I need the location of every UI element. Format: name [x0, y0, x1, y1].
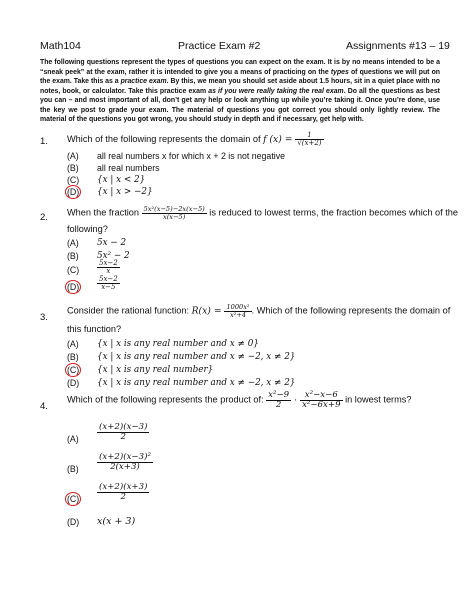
q1-frac-den: √(x+2)	[297, 139, 322, 147]
q2-option-d-frac	[97, 276, 120, 291]
q2-fraction	[142, 206, 207, 220]
intro-as-if: as if you were really taking the real exam	[208, 87, 344, 95]
q3-function-lhs: R(x) =	[191, 305, 225, 317]
q3-frac-den: x²+4	[229, 310, 247, 319]
q4-option-b-num: (x+2)(x−3)²	[99, 452, 151, 462]
q4-label-a: (A)	[67, 434, 79, 444]
q1-function-lhs: f (x) =	[263, 133, 296, 145]
q4-option-c	[97, 483, 149, 501]
intro-types: types	[330, 68, 349, 76]
q1-answer-circle	[65, 185, 81, 199]
q2-option-d	[97, 276, 120, 291]
intro-paragraph	[40, 58, 440, 125]
q3-label-b: (B)	[67, 352, 79, 362]
q2-option-c-frac	[97, 260, 120, 275]
q4-label-b: (B)	[67, 464, 79, 474]
q4-answer-circle	[65, 492, 81, 506]
q3-text-post: . Which of the following represents the domain of	[251, 305, 451, 316]
q4-fraction-2	[300, 391, 342, 409]
q4-option-b	[97, 453, 153, 471]
q1-option-a: all real numbers x for which x + 2 is not negative	[97, 151, 286, 161]
q4-times-dot: ·	[294, 394, 298, 406]
q4-text-post: in lowest terms?	[342, 394, 412, 405]
q1-label-c: (C)	[67, 175, 80, 185]
course-code: Math104	[40, 40, 81, 52]
q1-label-b: (B)	[67, 163, 79, 173]
q3-fraction	[224, 304, 251, 318]
q2-frac-num: 5x²(x−5)−2x(x−5)	[143, 205, 205, 213]
q4-stem	[67, 391, 411, 409]
q2-label-a: (A)	[67, 238, 79, 248]
q2-option-a: 5x − 2	[97, 238, 127, 248]
q2-label-d: (D)	[67, 282, 80, 292]
q1-text: Which of the following represents the domain of	[67, 133, 264, 144]
q3-option-a: {x | x is any real number and x ≠ 0}	[97, 339, 259, 349]
q4-option-c-num: (x+2)(x+3)	[99, 482, 148, 492]
q1-fraction	[295, 132, 323, 147]
q1-option-d: {x | x > −2}	[97, 187, 153, 197]
q4-option-a	[97, 423, 149, 441]
q4-text-pre: Which of the following represents the product of:	[67, 394, 267, 405]
q2-option-c	[97, 260, 120, 275]
q2-answer-circle	[65, 280, 81, 294]
intro-text-2: of questions we will put on the exam. Take this as a	[40, 68, 440, 85]
q4-label-d: (D)	[67, 517, 80, 527]
q1-frac-num: 1	[295, 132, 323, 140]
q2-stem	[67, 206, 458, 220]
q3-number: 3.	[40, 312, 48, 323]
q3-label-d: (D)	[67, 378, 80, 388]
q4-fraction-1	[266, 391, 291, 409]
q2-label-b: (B)	[67, 251, 79, 261]
q4-frac2-num: x²−x−6	[300, 391, 342, 401]
q4-frac2-den: x²−6x+9	[302, 399, 341, 410]
q4-option-b-frac	[97, 453, 153, 471]
q3-option-d: {x | x is any real number and x ≠ −2, x ≠ 2}	[97, 378, 296, 388]
q3-frac-num: 1000x²	[226, 303, 250, 311]
q3-line2: this function?	[67, 324, 122, 334]
intro-text-3: . By this, we mean you should set aside about 1.5 hours, sit in a quiet place with no notes, book, or calculator. Take this practice exam	[40, 78, 440, 95]
q1-label-d: (D)	[67, 187, 80, 197]
q3-option-b: {x | x is any real number and x ≠ −2, x ≠ 2}	[97, 352, 296, 362]
q3-stem	[67, 304, 450, 318]
q2-text-pre: When the fraction	[67, 207, 142, 218]
q2-frac-den: x(x−5)	[162, 212, 186, 221]
q4-option-a-den: 2	[120, 431, 126, 442]
q4-option-c-frac	[97, 483, 149, 501]
q3-text-pre: Consider the rational function:	[67, 305, 192, 316]
q4-option-c-den: 2	[120, 491, 126, 502]
q2-number: 2.	[40, 212, 48, 223]
q2-text-post: is reduced to lowest terms, the fraction becomes which of the	[206, 207, 458, 218]
q4-option-a-num: (x+2)(x−3)	[99, 422, 148, 432]
q1-option-b: all real numbers	[97, 163, 160, 173]
intro-practice-exam: practice exam	[120, 78, 167, 85]
intro-text-1: The following questions represent the types of questions you can expect on the exam. It is by no means intended to be a “sneak peek” at the exam, rather it is intended to give you a means of practicing on the	[40, 59, 440, 76]
q1-number: 1.	[40, 136, 48, 147]
q4-number: 4.	[40, 401, 48, 412]
q4-label-c: (C)	[67, 494, 80, 504]
q4-frac1-num: x²−9	[268, 390, 290, 400]
q1-stem	[67, 132, 324, 147]
q2-line2: following?	[67, 224, 108, 234]
q3-answer-circle	[65, 363, 81, 377]
q2-option-c-den: x	[106, 267, 111, 275]
exam-title: Practice Exam #2	[178, 40, 261, 52]
q1-option-c: {x | x < 2}	[97, 175, 146, 185]
q2-option-d-den: x−5	[101, 283, 116, 291]
q4-frac1-den: 2	[275, 399, 282, 410]
q4-option-d: x(x + 3)	[97, 516, 136, 527]
q2-label-c: (C)	[67, 265, 80, 275]
q4-option-b-den: 2(x+3)	[110, 461, 140, 472]
q2-option-d-num: 5x−2	[99, 275, 118, 283]
intro-text-4: . Do all the questions as best you can – and most important of all, don’t get any help or look anything up while you’re taking it. Once you’re done, use the key we post to grade your exam. The material of questions you got correct you should only lightly review. The material of the questions you got wrong, you should study in depth and if necessary, get help with.	[40, 87, 440, 123]
q2-option-b: 5x² − 2	[97, 251, 130, 261]
q3-label-c: (C)	[67, 365, 80, 375]
q1-label-a: (A)	[67, 151, 79, 161]
q4-option-a-frac	[97, 423, 149, 441]
q2-option-c-num: 5x−2	[99, 259, 118, 267]
q3-option-c: {x | x is any real number}	[97, 365, 214, 375]
q3-label-a: (A)	[67, 339, 79, 349]
assignments-range: Assignments #13 – 19	[346, 40, 450, 52]
